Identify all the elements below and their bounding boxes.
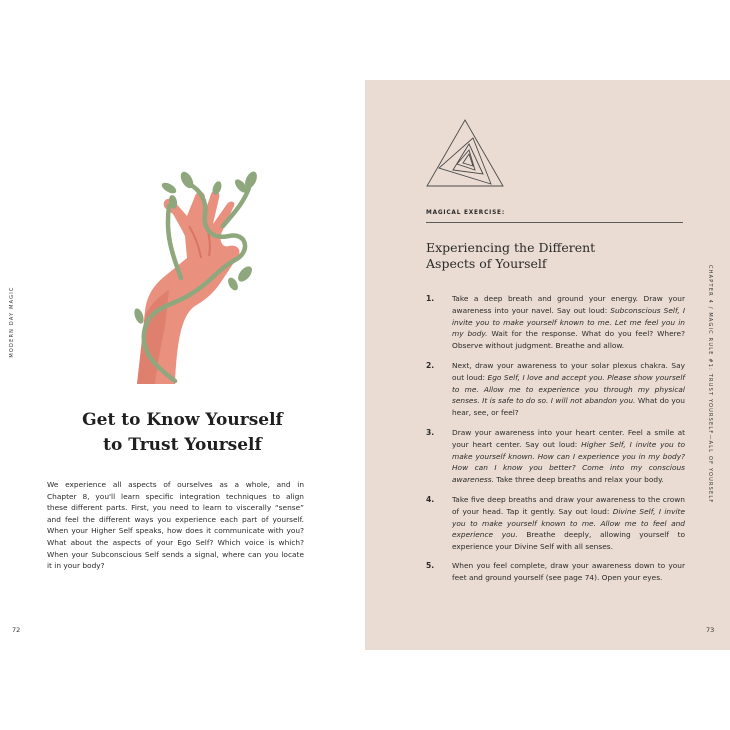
body-line: and feel the different ways you experience each part of yourself. bbox=[47, 514, 304, 524]
step-number: 5. bbox=[426, 561, 435, 570]
magical-exercise-label: MAGICAL EXERCISE: bbox=[426, 210, 505, 216]
step-number: 4. bbox=[426, 495, 435, 504]
exercise-step-1 bbox=[426, 293, 685, 352]
step-instruction-text: What do you hear, see, or feel? bbox=[452, 396, 685, 418]
left-title-line-2: to Trust Yourself bbox=[103, 435, 262, 455]
step-text bbox=[452, 360, 685, 419]
running-head-right: CHAPTER 4 / MAGIC RULE #1: TRUST YOURSELF—ALL OF YOURSELF bbox=[707, 265, 713, 504]
step-number: 2. bbox=[426, 361, 435, 370]
body-line: We experience all aspects of ourselves as a whole, and in bbox=[47, 480, 304, 489]
exercise-title-line-1: Experiencing the Different bbox=[426, 240, 596, 255]
step-instruction-text: Next, draw your awareness to your solar plexus chakra. Say out loud: bbox=[452, 361, 685, 382]
exercise-step-4 bbox=[426, 494, 685, 553]
step-text bbox=[452, 293, 685, 352]
left-page-title bbox=[40, 408, 325, 458]
left-title-line-1: Get to Know Yourself bbox=[82, 410, 283, 430]
body-line: it in your body? bbox=[47, 561, 105, 571]
step-number: 3. bbox=[426, 428, 435, 437]
step-instruction-text: Take a deep breath and ground your energy. Draw your awareness into your navel. Say out loud: bbox=[452, 294, 685, 315]
left-body-paragraph bbox=[47, 479, 304, 572]
exercise-step-2 bbox=[426, 360, 685, 419]
hand-icon bbox=[137, 191, 239, 384]
step-instruction-text: Take three deep breaths and relax your body. bbox=[493, 475, 664, 485]
step-instruction-text: Take five deep breaths and draw your awareness to the crown of your head. Tap it gently. Say out loud: bbox=[452, 495, 685, 516]
step-text bbox=[452, 560, 685, 584]
exercise-title-line-2: Aspects of Yourself bbox=[426, 256, 547, 271]
step-instruction-text: Wait for the response. What do you feel? Where? Observe without judgment. Breathe and allow. bbox=[452, 329, 686, 351]
divider-line bbox=[426, 222, 683, 223]
step-spoken-text: Ego Self, I love and accept you. Please show yourself to me. Allow me to experience you through my physical senses. It is safe to do so. I will not abandon you. bbox=[452, 372, 685, 406]
step-instruction-text: When you feel complete, draw your awareness down to your feet and ground yourself (see page 74). Open your eyes. bbox=[452, 561, 685, 582]
hand-with-vine-illustration bbox=[125, 166, 265, 388]
page-number-right: 73 bbox=[706, 626, 715, 634]
exercise-step-3 bbox=[426, 427, 685, 486]
exercise-title bbox=[426, 240, 686, 272]
step-text bbox=[452, 427, 685, 486]
body-line: Chapter 8, you'll learn specific integration techniques to align bbox=[47, 491, 304, 501]
body-line: these different parts. First, you need to learn to viscerally “sense” bbox=[47, 503, 304, 513]
step-instruction-text: Breathe deeply, allowing yourself to experience your Divine Self with all senses. bbox=[452, 530, 686, 552]
step-spoken-text: Higher Self, I invite you to make yourself known. How can I experience you in my body? How can I know you better? Come into my conscious awareness. bbox=[452, 439, 685, 485]
step-text bbox=[452, 494, 685, 553]
nested-triangle-icon bbox=[425, 118, 505, 188]
exercise-step-5 bbox=[426, 560, 685, 584]
body-line: What about the aspects of your Ego Self? Which voice is which? bbox=[47, 537, 304, 547]
page-number-left: 72 bbox=[12, 626, 21, 634]
step-spoken-text: Subconscious Self, I invite you to make yourself known to me. Let me feel you in my body. bbox=[452, 305, 685, 339]
step-number: 1. bbox=[426, 294, 435, 303]
step-spoken-text: Divine Self, I invite you to make yourself known to me. Allow me to feel and experience you. bbox=[452, 506, 685, 540]
body-line: When your Higher Self speaks, how does it communicate with you? bbox=[47, 526, 304, 536]
step-instruction-text: Draw your awareness into your heart center. Feel a smile at your heart center. Say out loud: bbox=[452, 428, 685, 449]
body-line: When your Subconscious Self sends a signal, where can you locate bbox=[47, 549, 304, 559]
running-head-left: MODERN DAY MAGIC bbox=[9, 286, 15, 358]
